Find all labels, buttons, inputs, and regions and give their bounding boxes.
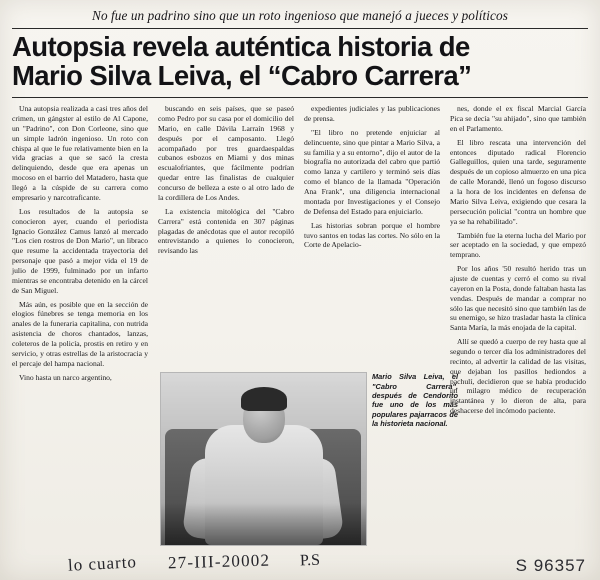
archive-code: S 96357 (515, 556, 586, 575)
paragraph: buscando en seis países, que se paseó como Pedro por su casa por el domicilio del Mario, en calle Dávila Larraín 1968 y después por el camposanto. Llegó acompañado por tres guardaespaldas cubanos esbozos en Miami y dos minas escualofriantes, que fácilmente podrían quedar entre las finalistas de cualquier concurso de belleza a este o al otro lado de la cordillera de Los Andes. (158, 104, 294, 202)
paragraph: Los resultados de la autopsia se conocieron ayer, cuando el periodista Ignacio González Camus lanzó al mercado "Los cien rostros de Don Mario", un libraco que resume la accidentada trayectoria del personaje que pasó a mejor vida el 19 de julio de 1999, fulminado por un infarto mientras se encontraba detenido en la cárcel de San Miguel. (12, 206, 148, 295)
paragraph: Por los años '50 resultó herido tras un ajuste de cuentas y cerró el como su rival cayeron en la Posta, donde faltaban hasta las vendas. Después de mandar a comprar no sólo las que necesitó sino que también las de su enemigo, se hizo trasladar hasta la clínica Santa María, la más enojada de la capital. (450, 264, 586, 333)
article-photo (160, 372, 365, 544)
headline-line-2: Mario Silva Leiva, el “Cabro Carrera” (12, 59, 472, 91)
handwritten-initials: P.S (299, 551, 321, 570)
photo-image (160, 372, 367, 546)
article-columns (12, 104, 588, 534)
paragraph: Vino hasta un narco argentino, (19, 372, 112, 382)
paragraph: La existencia mitológica del "Cabro Carrera" está contenida en 307 páginas plagadas de anécdotas que el autor recopiló entrevistando a quienes lo conocieron, revisando las (158, 206, 294, 256)
handwritten-source-note: lo cuarto (67, 552, 138, 575)
photo-hair (241, 387, 287, 411)
paragraph: Más aún, es posible que en la sección de elogios fúnebres se tenga memoria en los anales de la funeraria capitalina, con nutrida asistencia de choros chantados, lanzas, coleteros de la policía, prostis en retiro y en servicio, y otras estrellas de la aristocracia y el percaje del hampa nacional. (12, 299, 148, 368)
paragraph: El libro rescata una intervención del entonces diputado radical Florencio Galleguillos, quien una tarde, seguramente después de un copioso almuerzo en una pica de calle Morandé, llenó un fogoso discurso a la hora de los incidentes en defensa de Mario Silva Leiva, exigiendo que cesara la persecución policial "contra un hombre que ya se ha rehabilitado". (450, 137, 586, 226)
archive-annotations (0, 536, 600, 580)
paragraph: "El libro no pretende enjuiciar al delincuente, sino que pintar a Mario Silva, a su familia y a su entorno", dijo el autor de la biografía no autorizada del cabro que partió como lanza y cartilero y terminó seis días como el blanco de la llamada "Operación Ana Frank", una diligencia internacional montada por Investigaciones y el Consejo de Defensa del Estado para enjuiciarlo. (304, 127, 440, 216)
paragraph: También fue la eterna lucha del Mario por ser aceptado en la sociedad, y que empezó temprano. (450, 230, 586, 260)
article-column-4 (450, 104, 586, 534)
paragraph: Allí se quedó a cuerpo de rey hasta que al segundo o tercer día los administradores del recinto, al advertir la calidad de las visitas, que dejaban los pasillos hediondos a pachulí, decidieron que se había producido un milagro médico de recuperación instantánea y lo dieron de alta, para deshacerse del incómodo paciente. (450, 337, 586, 416)
handwritten-date: 27-III-20002 (167, 550, 271, 573)
paragraph: nes, donde el ex fiscal Marcial García Pica se decía "su ahijado", sino que también en el Parlamento. (450, 104, 586, 133)
divider-below-headline (12, 97, 588, 98)
article-kicker: No fue un padrino sino que un roto ingenioso que manejó a jueces y políticos (92, 8, 508, 23)
article-column-1 (12, 104, 148, 534)
photo-caption: Mario Silva Leiva, el "Cabro Carrera", después de Cendorito fue uno de los más populares pajarracos de la historieta nacional. (372, 372, 458, 428)
headline-line-1: Autopsia revela auténtica historia de (12, 31, 470, 62)
paragraph: expedientes judiciales y las publicaciones de prensa. (304, 104, 440, 124)
page-title (12, 33, 588, 90)
paragraph: Una autopsia realizada a casi tres años del crimen, un gángster al estilo de Al Capone, un "Padrino", con Don Corleone, sino que un simple ladrón ingenioso. Un roto con chispa al que le fue relativamente bien en la vida gracias a que se sacó la cresta delinquiendo, desde que era apenas un mocoso en el barrio del Matadero, hasta que llegó a la cúspide de su carrera como empresario y narcotraficante. (12, 104, 148, 202)
article-clipping (12, 6, 588, 546)
paragraph: Las historias sobran porque el hombre tuvo santos en todas las cortes. No sólo en la Corte de Apelacio- (304, 220, 440, 250)
divider-top (12, 28, 588, 29)
